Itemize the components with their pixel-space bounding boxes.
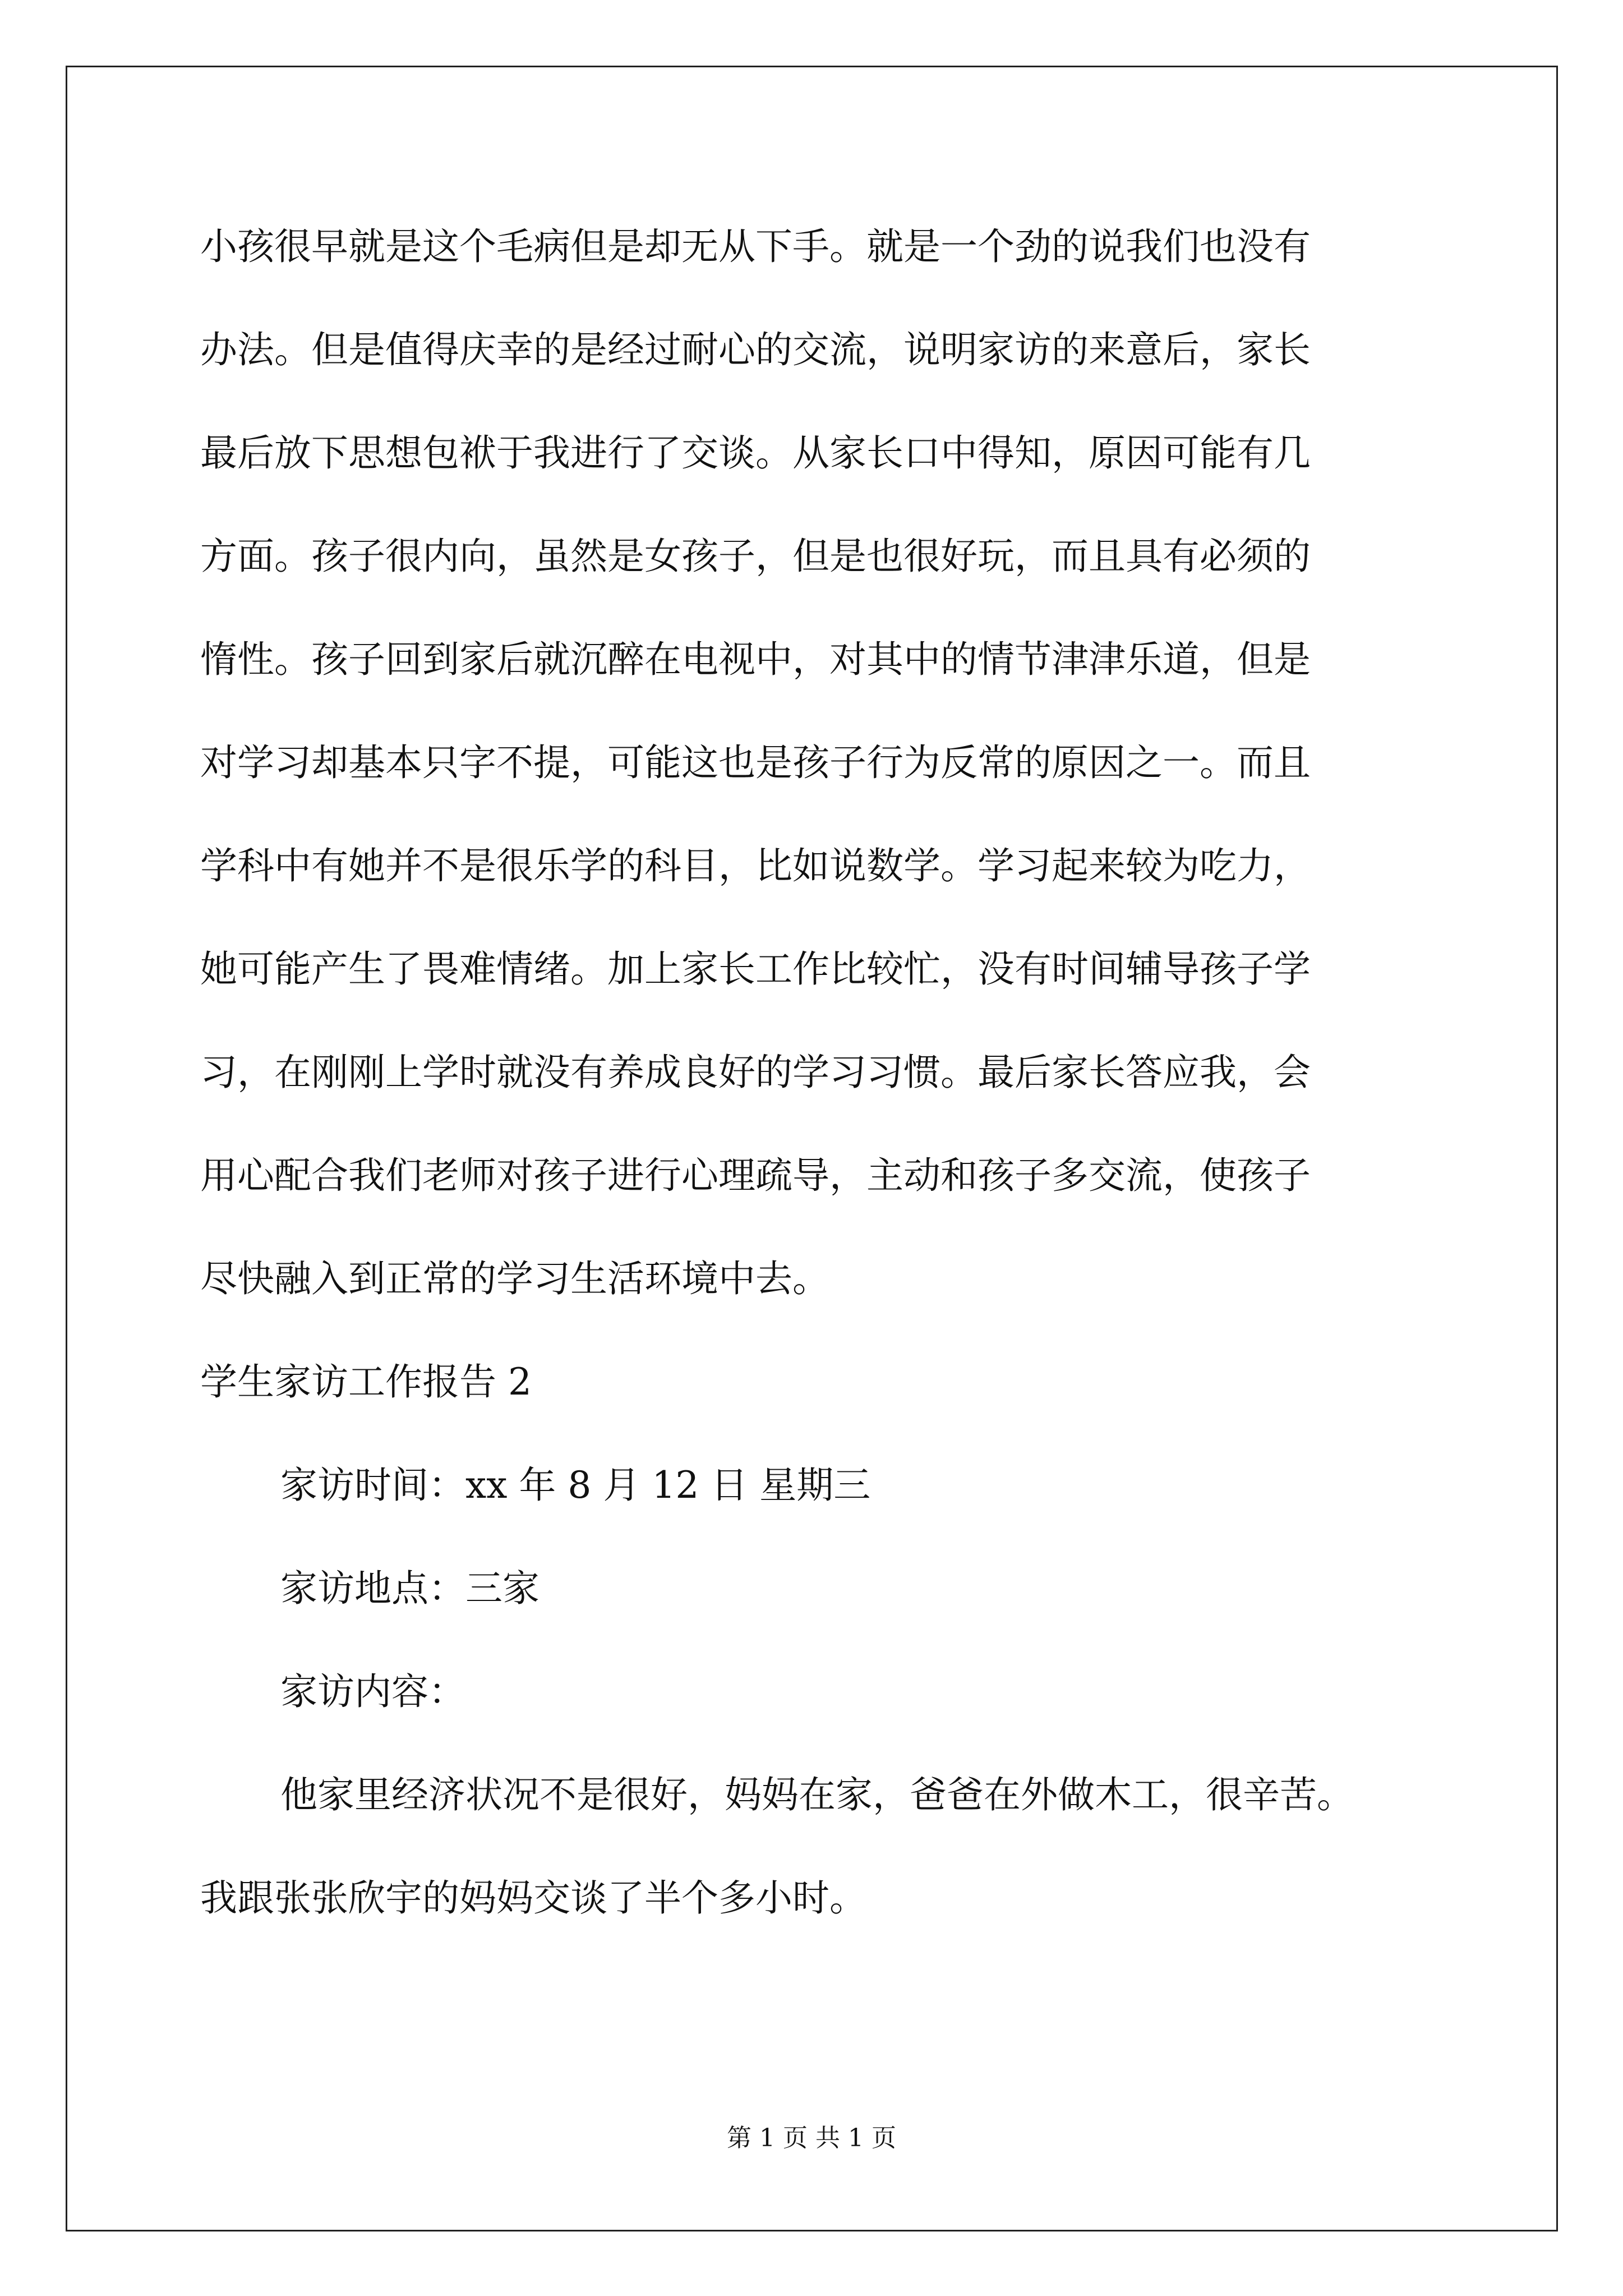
paragraph-line: 方面。孩子很内向，虽然是女孩子，但是也很好玩，而且具有必须的 [200, 535, 1311, 578]
paragraph-line: 对学习却基本只字不提，可能这也是孩子行为反常的原因之一。而且 [200, 741, 1311, 784]
section-title: 学生家访工作报告 2 [200, 1360, 532, 1404]
paragraph-line: 学科中有她并不是很乐学的科目，比如说数学。学习起来较为吃力， [200, 844, 1311, 887]
page-footer: 第 1 页 共 1 页 [727, 2124, 896, 2152]
visit-time: 家访时间：xx 年 8 月 12 日 星期三 [280, 1464, 871, 1507]
paragraph-line: 她可能产生了畏难情绪。加上家长工作比较忙，没有时间辅导孩子学 [200, 947, 1311, 991]
visit-place: 家访地点：三家 [280, 1567, 540, 1610]
paragraph-line: 小孩很早就是这个毛病但是却无从下手。就是一个劲的说我们也没有 [200, 225, 1311, 268]
paragraph-line: 惰性。孩子回到家后就沉醉在电视中，对其中的情节津津乐道，但是 [200, 638, 1311, 681]
paragraph-line: 他家里经济状况不是很好，妈妈在家，爸爸在外做木工，很辛苦。 [280, 1773, 1354, 1816]
paragraph-line: 用心配合我们老师对孩子进行心理疏导，主动和孩子多交流，使孩子 [200, 1154, 1311, 1197]
paragraph-line: 办法。但是值得庆幸的是经过耐心的交流，说明家访的来意后，家长 [200, 328, 1311, 371]
paragraph-line: 我跟张张欣宇的妈妈交谈了半个多小时。 [200, 1876, 866, 1920]
visit-content-label: 家访内容： [280, 1670, 465, 1713]
paragraph-line: 尽快融入到正常的学习生活环境中去。 [200, 1257, 829, 1300]
paragraph-line: 最后放下思想包袱于我进行了交谈。从家长口中得知，原因可能有几 [200, 431, 1311, 475]
paragraph-line: 习，在刚刚上学时就没有养成良好的学习习惯。最后家长答应我，会 [200, 1051, 1311, 1094]
